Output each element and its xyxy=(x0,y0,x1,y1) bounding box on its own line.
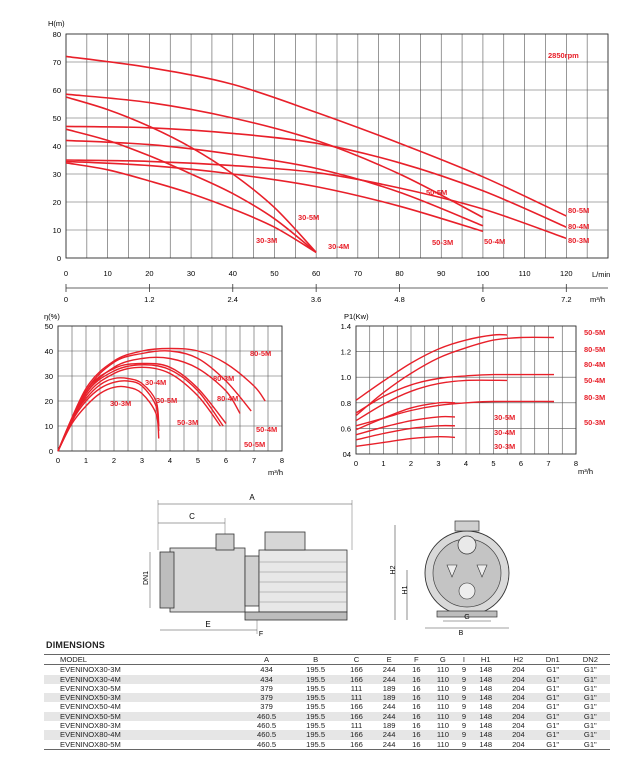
column-header-h1: H1 xyxy=(469,655,502,665)
table-cell: 9 xyxy=(461,665,467,675)
table-cell: G1" xyxy=(583,683,597,693)
series-label-80-5m: 80-5M xyxy=(250,349,272,358)
table-row xyxy=(44,702,610,711)
x-tick-label: 10 xyxy=(103,269,112,278)
x-tick-label: 3 xyxy=(436,459,441,468)
column-header-f: F xyxy=(405,655,427,665)
table-cell: 148 xyxy=(469,740,502,750)
secondary-tick-label: 6 xyxy=(480,295,486,304)
table-cell: 204 xyxy=(512,683,525,693)
table-body xyxy=(44,665,610,750)
table-cell: 148 xyxy=(479,665,493,675)
table-cell: G1" xyxy=(546,721,560,731)
y-tick-label: 0.8 xyxy=(340,398,351,408)
table-cell: 195.5 xyxy=(291,730,340,739)
table-cell: G1" xyxy=(535,675,571,684)
efficiency-plot xyxy=(44,312,284,477)
x-tick-label: 5 xyxy=(491,459,496,468)
x-axis-label: m³/h xyxy=(268,468,283,477)
table-header-row xyxy=(44,655,610,665)
table-cell: G1" xyxy=(546,683,560,693)
table-cell: 195.5 xyxy=(291,693,340,702)
table-cell: 110 xyxy=(436,665,449,675)
series-label-50-5m: 50-5M xyxy=(584,328,606,337)
series-label-50-3m: 50-3M xyxy=(177,418,199,427)
table-cell: G1" xyxy=(583,665,597,675)
series-label-80-3m: 80-3M xyxy=(568,236,590,245)
table-cell: EVENINOX50-4M xyxy=(60,702,121,712)
x-tick-label: 100 xyxy=(476,269,490,278)
series-label-30-4m: 30-4M xyxy=(145,378,167,387)
dim-b-label: B xyxy=(458,630,464,635)
table-cell: 16 xyxy=(412,683,421,693)
table-row xyxy=(44,730,610,739)
series-label-80-4m: 80-4M xyxy=(584,360,606,369)
y-tick-label: 0.6 xyxy=(340,424,351,434)
table-cell: 204 xyxy=(512,721,525,731)
table-cell: G1" xyxy=(535,730,571,739)
table-row xyxy=(44,665,610,675)
series-label-30-5m: 30-5M xyxy=(494,413,516,422)
dim-a-label: A xyxy=(249,493,255,502)
table-cell: 166 xyxy=(350,665,363,675)
table-cell: 148 xyxy=(469,730,502,739)
x-tick-label: 7 xyxy=(546,459,551,468)
x-tick-label: 50 xyxy=(270,269,279,278)
x-tick-label: 8 xyxy=(279,456,285,465)
table-cell: 111 xyxy=(350,683,363,693)
y-tick-label: 04 xyxy=(342,450,351,459)
x-tick-label: 2 xyxy=(408,459,414,468)
table-cell: 195.5 xyxy=(291,712,340,721)
x-tick-label: 2 xyxy=(111,456,117,465)
x-tick-label: 120 xyxy=(560,269,573,278)
secondary-tick-label: 3.6 xyxy=(310,295,322,304)
table-cell: 460.5 xyxy=(242,740,291,750)
table-cell: EVENINOX50-5M xyxy=(44,712,242,721)
table-row xyxy=(44,693,610,702)
table-cell: 189 xyxy=(382,721,396,731)
y-tick-label: 40 xyxy=(44,347,53,356)
table-cell: G1" xyxy=(571,740,610,750)
series-label-50-4m: 50-4M xyxy=(484,237,506,246)
head-curve-chart xyxy=(0,0,640,310)
y-tick-label: 0 xyxy=(48,447,53,456)
table-cell: 148 xyxy=(479,721,493,731)
secondary-axis-label: m³/h xyxy=(590,295,605,304)
table-cell: 9 xyxy=(458,693,469,702)
table-cell: G1" xyxy=(535,740,571,750)
table-cell: 16 xyxy=(405,712,427,721)
y-axis-label: P1(Kw) xyxy=(344,312,369,321)
table-cell: 195.5 xyxy=(306,683,326,693)
table-cell: 195.5 xyxy=(306,721,326,731)
table-cell: 189 xyxy=(382,683,396,693)
table-cell: 204 xyxy=(512,665,525,675)
series-label-80-3m: 80-3M xyxy=(213,374,235,383)
table-cell: 434 xyxy=(260,665,273,675)
table-row xyxy=(44,712,610,721)
dimensions-table xyxy=(44,654,610,750)
curve-30-3m xyxy=(356,437,455,447)
secondary-tick-label: 4.8 xyxy=(394,295,405,304)
efficiency-chart xyxy=(0,308,320,488)
table-cell: G1" xyxy=(546,702,560,712)
series-label-30-4m: 30-4M xyxy=(494,428,516,437)
column-header-dn1: Dn1 xyxy=(535,655,571,665)
secondary-tick-label: 2.4 xyxy=(227,295,238,304)
table-cell: 9 xyxy=(458,740,469,750)
dim-dn1-label: DN1 xyxy=(143,570,150,586)
secondary-tick-label: 0 xyxy=(63,295,69,304)
pump-side-view-drawing xyxy=(130,490,360,640)
column-header-h2: H2 xyxy=(502,655,535,665)
table-cell: 204 xyxy=(502,740,535,750)
table-cell: 244 xyxy=(373,675,406,684)
table-cell: 166 xyxy=(340,712,373,721)
series-label-80-5m: 80-5M xyxy=(568,206,590,215)
curve-80-3m xyxy=(58,357,240,451)
y-tick-label: 30 xyxy=(44,372,53,381)
table-cell: 111 xyxy=(340,693,373,702)
y-tick-label: 20 xyxy=(44,397,53,406)
column-header-a: A xyxy=(242,655,291,665)
table-cell: EVENINOX30-4M xyxy=(44,675,242,684)
series-label-50-3m: 50-3M xyxy=(584,418,606,427)
series-label-50-4m: 50-4M xyxy=(584,376,606,385)
table-cell: 9 xyxy=(461,721,467,731)
y-tick-label: 0 xyxy=(56,254,61,263)
table-cell: 244 xyxy=(382,665,396,675)
x-tick-label: 60 xyxy=(311,269,321,278)
table-cell: 189 xyxy=(373,693,406,702)
secondary-tick-label: 1.2 xyxy=(144,295,155,304)
table-cell: 148 xyxy=(479,683,493,693)
column-header-c: C xyxy=(340,655,373,665)
table-cell: G1" xyxy=(571,712,610,721)
table-cell: 110 xyxy=(427,730,458,739)
y-axis-label: H(m) xyxy=(48,19,65,28)
table-cell: G1" xyxy=(583,702,597,712)
curve-30-4m xyxy=(356,426,455,440)
table-cell: 148 xyxy=(469,693,502,702)
table-cell: 460.5 xyxy=(242,712,291,721)
dim-g-label: G xyxy=(464,614,470,621)
table-cell: 204 xyxy=(502,675,535,684)
table-cell: 110 xyxy=(427,740,458,750)
table-cell: 110 xyxy=(427,712,458,721)
column-header-g: G xyxy=(427,655,458,665)
rpm-annotation: 2850rpm xyxy=(548,51,579,60)
column-header-b: B xyxy=(291,655,340,665)
x-tick-label: 1 xyxy=(83,456,89,465)
x-tick-label: 70 xyxy=(353,269,363,278)
x-tick-label: 5 xyxy=(195,456,201,465)
y-tick-label: 60 xyxy=(52,86,61,95)
table-cell: EVENINOX80-5M xyxy=(44,740,242,750)
table-row xyxy=(44,684,610,693)
table-cell: 434 xyxy=(242,675,291,684)
y-tick-label: 10 xyxy=(44,422,53,431)
table-cell: 244 xyxy=(373,730,406,739)
table-cell: G1" xyxy=(571,693,610,702)
table-cell: 166 xyxy=(340,675,373,684)
table-cell: 110 xyxy=(427,693,458,702)
table-row xyxy=(44,721,610,730)
y-tick-label: 50 xyxy=(52,114,61,123)
series-label-50-5m: 50-5M xyxy=(244,440,266,449)
table-cell: 379 xyxy=(260,702,273,712)
y-tick-label: 20 xyxy=(52,198,61,207)
series-label-50-5m: 50-5M xyxy=(426,188,448,197)
y-tick-label: 30 xyxy=(52,170,61,179)
series-label-30-5m: 30-5M xyxy=(156,396,178,405)
table-cell: EVENINOX80-3M xyxy=(60,721,121,731)
y-tick-label: 10 xyxy=(52,226,61,235)
table-cell: 379 xyxy=(260,683,273,693)
table-cell: 9 xyxy=(461,702,467,712)
series-label-80-4m: 80-4M xyxy=(217,394,239,403)
curve-50-4m xyxy=(356,380,507,421)
table-cell: 148 xyxy=(469,675,502,684)
table-cell: 110 xyxy=(436,683,449,693)
curve-80-3m xyxy=(356,401,554,425)
table-cell: 16 xyxy=(412,702,421,712)
table-cell: 204 xyxy=(502,730,535,739)
x-tick-label: 6 xyxy=(223,456,229,465)
dimensions-title: DIMENSIONS xyxy=(46,640,106,650)
table-cell: 110 xyxy=(427,675,458,684)
power-plot xyxy=(341,312,606,476)
table-cell: 460.5 xyxy=(242,730,291,739)
table-cell: 460.5 xyxy=(257,721,277,731)
table-cell: 16 xyxy=(405,693,427,702)
y-tick-label: 80 xyxy=(52,30,61,39)
table-cell: 9 xyxy=(458,712,469,721)
column-header-model: MODEL xyxy=(44,655,242,665)
table-cell: G1" xyxy=(535,712,571,721)
x-tick-label: 1 xyxy=(381,459,386,468)
x-tick-label: 20 xyxy=(145,269,154,278)
curve-50-5m xyxy=(356,335,507,401)
table-cell: 244 xyxy=(373,712,406,721)
x-tick-label: 4 xyxy=(167,456,173,465)
table-cell: 148 xyxy=(479,702,493,712)
x-tick-label: 6 xyxy=(518,459,524,468)
table-cell: 16 xyxy=(405,740,427,750)
table-cell: G1" xyxy=(571,675,610,684)
series-label-50-3m: 50-3M xyxy=(432,238,454,247)
table-cell: 204 xyxy=(502,712,535,721)
x-tick-label: 110 xyxy=(518,269,531,278)
x-tick-label: 4 xyxy=(463,459,469,468)
pump-front-view-drawing xyxy=(385,515,525,635)
table-cell: 111 xyxy=(350,721,363,731)
dim-c-label: C xyxy=(189,512,195,521)
table-cell: 166 xyxy=(350,702,363,712)
table-cell: 166 xyxy=(340,740,373,750)
table-cell: 195.5 xyxy=(306,665,326,675)
series-label-50-4m: 50-4M xyxy=(256,425,278,434)
y-tick-label: 1.4 xyxy=(340,322,351,331)
series-label-30-3m: 30-3M xyxy=(110,399,132,408)
power-chart xyxy=(320,308,640,488)
table-cell: 9 xyxy=(461,683,467,693)
x-tick-label: 30 xyxy=(186,269,196,278)
x-tick-label: 0 xyxy=(55,456,61,465)
table-row xyxy=(44,675,610,684)
series-label-80-4m: 80-4M xyxy=(568,222,590,231)
table-cell: 16 xyxy=(405,730,427,739)
y-tick-label: 50 xyxy=(44,322,53,331)
table-cell: 195.5 xyxy=(306,702,326,712)
table-cell: 244 xyxy=(382,702,396,712)
table-cell: G1" xyxy=(535,693,571,702)
table-cell: 16 xyxy=(412,665,421,675)
x-axis-label: m³/h xyxy=(578,467,593,476)
dim-e-label: E xyxy=(205,620,211,629)
y-tick-label: 1.2 xyxy=(340,347,351,357)
series-label-30-3m: 30-3M xyxy=(494,442,516,451)
series-label-80-3m: 80-3M xyxy=(584,393,606,402)
table-cell: 195.5 xyxy=(291,675,340,684)
x-tick-label: 8 xyxy=(573,459,579,468)
head-plot xyxy=(48,19,610,304)
table-cell: 195.5 xyxy=(291,740,340,750)
x-tick-label: 7 xyxy=(251,456,257,465)
series-label-80-5m: 80-5M xyxy=(584,345,606,354)
table-cell: EVENINOX50-3M xyxy=(44,693,242,702)
table-cell: G1" xyxy=(571,730,610,739)
table-cell: 148 xyxy=(469,712,502,721)
table-cell: 110 xyxy=(436,721,449,731)
table-cell: G1" xyxy=(546,665,560,675)
series-label-30-5m: 30-5M xyxy=(298,213,320,222)
table-cell: 16 xyxy=(412,721,421,731)
y-tick-label: 70 xyxy=(52,58,61,67)
table-cell: 110 xyxy=(436,702,449,712)
x-axis-label: L/min xyxy=(592,270,611,279)
dim-h2-label: H2 xyxy=(390,565,397,575)
table-cell: 16 xyxy=(405,675,427,684)
dim-h1-label: H1 xyxy=(402,585,409,595)
table-cell: EVENINOX30-3M xyxy=(60,665,121,675)
table-cell: 9 xyxy=(458,730,469,739)
dim-f-label: F xyxy=(258,631,264,638)
table-cell: 204 xyxy=(512,702,525,712)
x-tick-label: 0 xyxy=(353,459,359,468)
column-header-i: I xyxy=(458,655,469,665)
curve-50-4m xyxy=(58,365,223,451)
column-header-e: E xyxy=(373,655,406,665)
table-cell: G1" xyxy=(583,721,597,731)
series-label-30-4m: 30-4M xyxy=(328,242,350,251)
x-tick-label: 80 xyxy=(395,269,404,278)
table-cell: EVENINOX80-4M xyxy=(44,730,242,739)
table-cell: EVENINOX30-5M xyxy=(60,683,121,693)
table-cell: 166 xyxy=(340,730,373,739)
column-header-dn2: DN2 xyxy=(571,655,610,665)
y-tick-label: 40 xyxy=(52,142,61,151)
table-row xyxy=(44,740,610,750)
y-axis-label: ŋ(%) xyxy=(44,312,60,321)
secondary-tick-label: 7.2 xyxy=(561,295,572,304)
series-label-30-3m: 30-3M xyxy=(256,236,278,245)
y-tick-label: 1.0 xyxy=(340,373,351,383)
x-tick-label: 0 xyxy=(63,269,69,278)
table-cell: 204 xyxy=(502,693,535,702)
x-tick-label: 90 xyxy=(437,269,446,278)
x-tick-label: 3 xyxy=(139,456,145,465)
x-tick-label: 40 xyxy=(228,269,237,278)
table-cell: 9 xyxy=(458,675,469,684)
table-cell: 379 xyxy=(242,693,291,702)
table-cell: 244 xyxy=(373,740,406,750)
